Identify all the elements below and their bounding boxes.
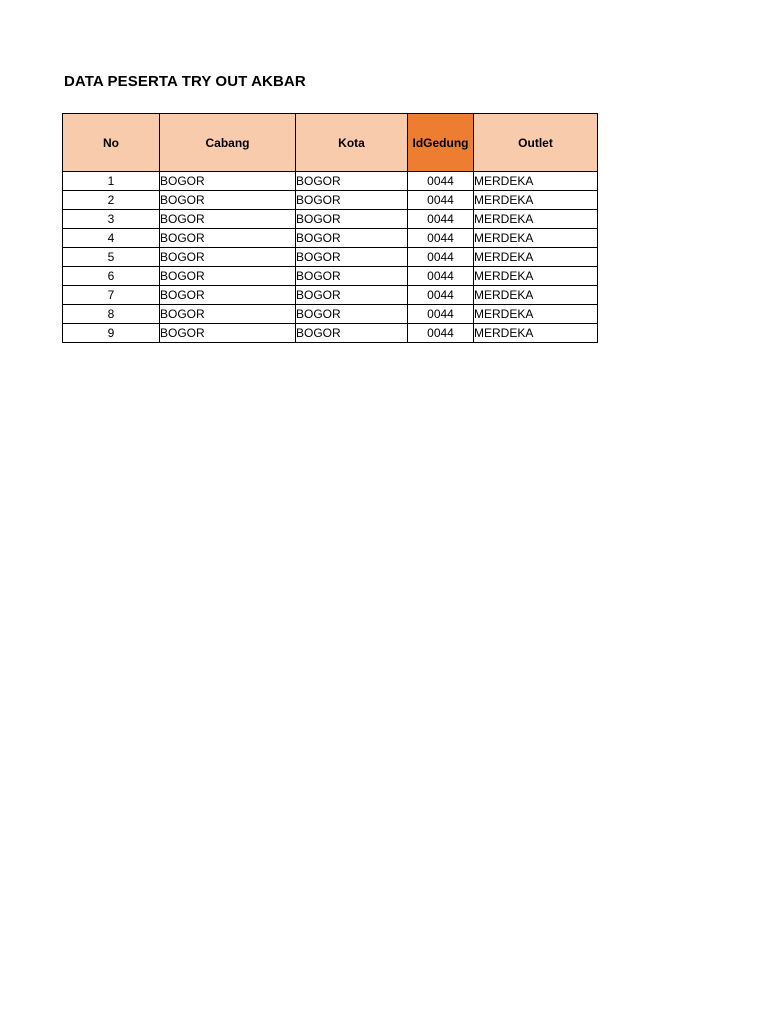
- document-title: DATA PESERTA TRY OUT AKBAR: [64, 73, 306, 90]
- cell-outlet: MERDEKA: [474, 267, 598, 286]
- cell-outlet: MERDEKA: [474, 305, 598, 324]
- cell-idgedung: 0044: [408, 286, 474, 305]
- table-row: [63, 229, 598, 248]
- table-row: [63, 267, 598, 286]
- cell-kota: BOGOR: [296, 324, 408, 343]
- cell-cabang: BOGOR: [160, 248, 296, 267]
- cell-no: 5: [63, 248, 160, 267]
- table-row: [63, 305, 598, 324]
- table-row: [63, 324, 598, 343]
- cell-idgedung: 0044: [408, 324, 474, 343]
- header-idgedung: IdGedung: [408, 114, 474, 172]
- header-row: [63, 114, 598, 172]
- cell-outlet: MERDEKA: [474, 286, 598, 305]
- cell-outlet: MERDEKA: [474, 248, 598, 267]
- cell-idgedung: 0044: [408, 172, 474, 191]
- header-kota: Kota: [296, 114, 408, 172]
- cell-outlet: MERDEKA: [474, 324, 598, 343]
- cell-cabang: BOGOR: [160, 286, 296, 305]
- cell-no: 7: [63, 286, 160, 305]
- header-cabang: Cabang: [160, 114, 296, 172]
- participants-table: [62, 113, 598, 343]
- cell-kota: BOGOR: [296, 172, 408, 191]
- header-outlet: Outlet: [474, 114, 598, 172]
- table-row: [63, 210, 598, 229]
- cell-cabang: BOGOR: [160, 305, 296, 324]
- cell-idgedung: 0044: [408, 229, 474, 248]
- header-no: No: [63, 114, 160, 172]
- cell-idgedung: 0044: [408, 248, 474, 267]
- cell-kota: BOGOR: [296, 229, 408, 248]
- table-header: [63, 114, 598, 172]
- table-row: [63, 172, 598, 191]
- cell-outlet: MERDEKA: [474, 210, 598, 229]
- cell-kota: BOGOR: [296, 267, 408, 286]
- cell-kota: BOGOR: [296, 210, 408, 229]
- cell-no: 6: [63, 267, 160, 286]
- cell-cabang: BOGOR: [160, 324, 296, 343]
- cell-no: 9: [63, 324, 160, 343]
- table-row: [63, 248, 598, 267]
- cell-cabang: BOGOR: [160, 210, 296, 229]
- cell-kota: BOGOR: [296, 191, 408, 210]
- cell-idgedung: 0044: [408, 210, 474, 229]
- table-row: [63, 286, 598, 305]
- cell-cabang: BOGOR: [160, 267, 296, 286]
- cell-idgedung: 0044: [408, 191, 474, 210]
- cell-no: 2: [63, 191, 160, 210]
- cell-no: 3: [63, 210, 160, 229]
- cell-cabang: BOGOR: [160, 172, 296, 191]
- cell-no: 8: [63, 305, 160, 324]
- cell-idgedung: 0044: [408, 305, 474, 324]
- cell-cabang: BOGOR: [160, 229, 296, 248]
- cell-outlet: MERDEKA: [474, 191, 598, 210]
- cell-outlet: MERDEKA: [474, 172, 598, 191]
- cell-idgedung: 0044: [408, 267, 474, 286]
- cell-no: 4: [63, 229, 160, 248]
- cell-kota: BOGOR: [296, 248, 408, 267]
- cell-no: 1: [63, 172, 160, 191]
- cell-outlet: MERDEKA: [474, 229, 598, 248]
- cell-kota: BOGOR: [296, 305, 408, 324]
- table-row: [63, 191, 598, 210]
- cell-kota: BOGOR: [296, 286, 408, 305]
- table-body: [63, 172, 598, 343]
- cell-cabang: BOGOR: [160, 191, 296, 210]
